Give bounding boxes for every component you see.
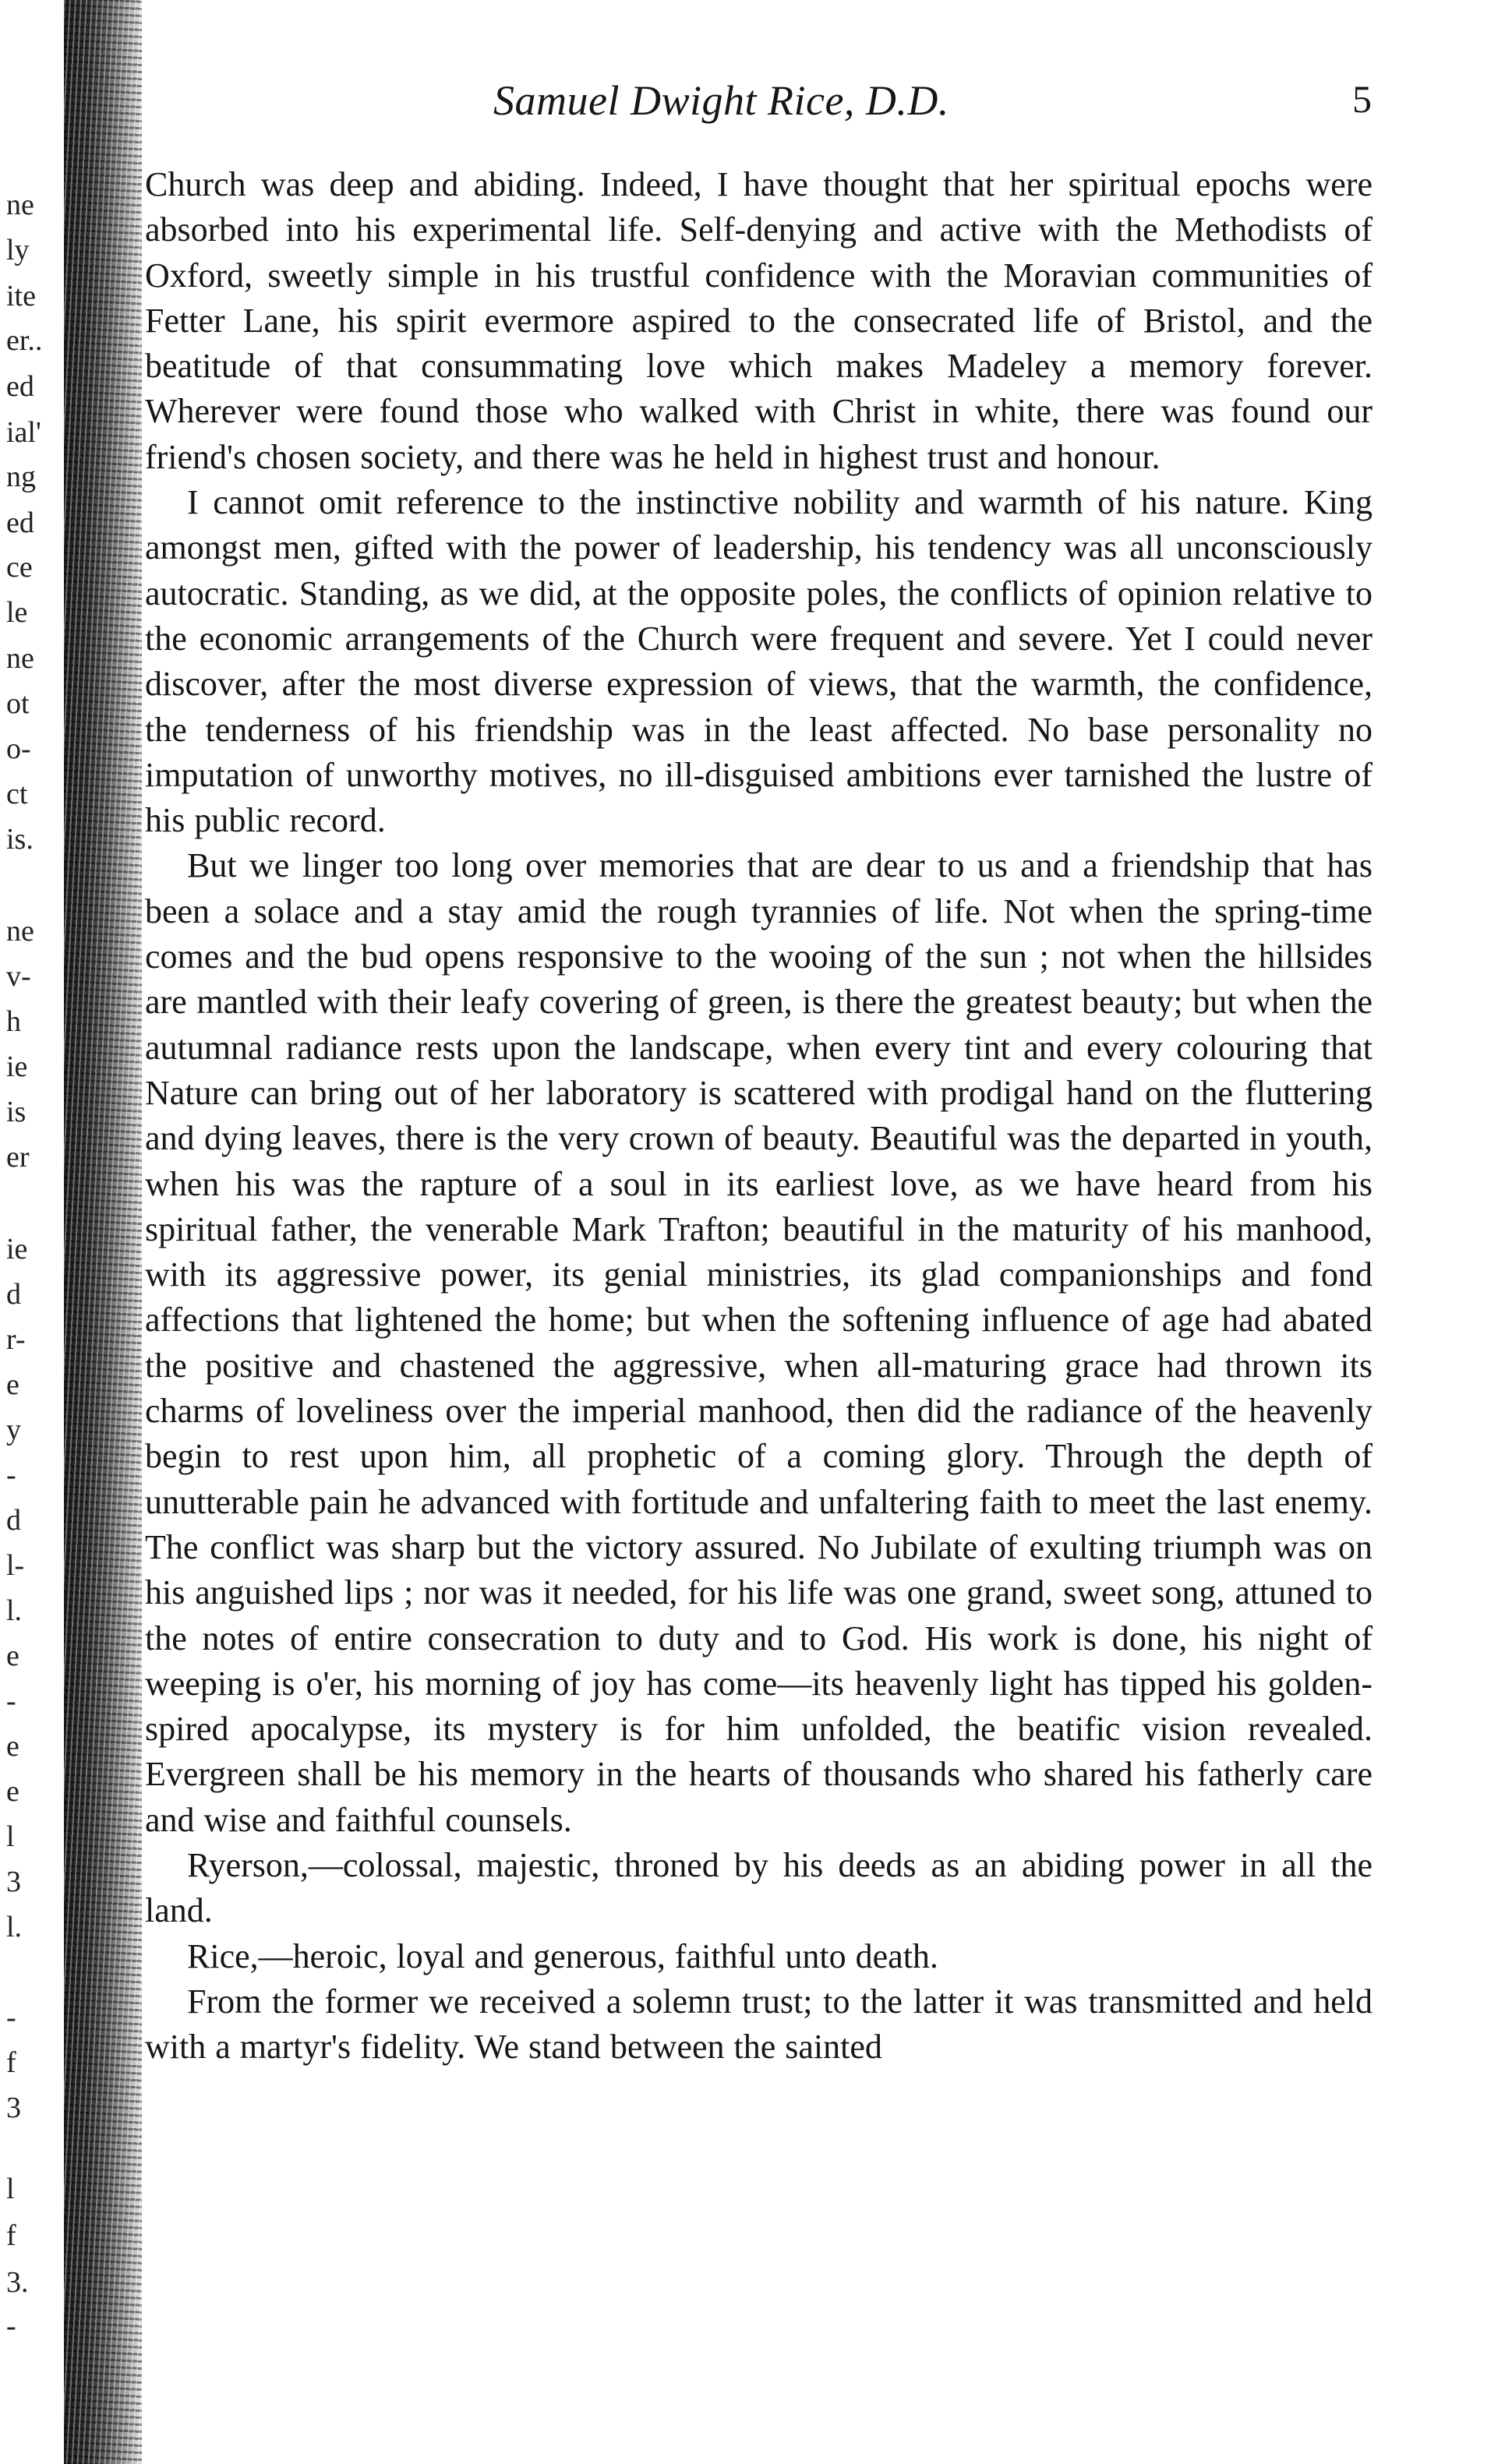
margin-fragment: d [6,1278,21,1311]
margin-fragment: f [6,2046,16,2079]
margin-fragment: f [6,2219,16,2252]
margin-fragment: l [6,1820,15,1853]
margin-fragment: ie [6,1050,28,1083]
margin-fragment: o- [6,732,31,765]
margin-fragment: l- [6,1549,25,1582]
margin-fragment: ed [6,507,34,539]
margin-fragment: ne [6,189,34,221]
margin-fragment: ie [6,1233,28,1266]
margin-fragment: ed [6,370,34,403]
page-number: 5 [1352,77,1372,121]
margin-fragment: h [6,1005,21,1038]
margin-fragment: er.. [6,324,43,357]
margin-fragment: is. [6,823,34,856]
margin-fragment: 3. [6,2266,29,2299]
margin-fragment: e [6,1775,19,1808]
paragraph: Rice,—heroic, loyal and generous, faithful unto death. [187,1936,938,1975]
margin-fragment: - [6,1459,16,1491]
margin-fragment: ct [6,778,28,810]
margin-fragment: 3 [6,1866,21,1898]
margin-fragment: ite [6,280,36,312]
margin-fragment: 3 [6,2092,21,2124]
margin-fragment: ce [6,551,33,584]
margin-fragment: y [6,1414,21,1446]
adjacent-page-margin-fragments [0,140,62,2439]
margin-fragment: e [6,1368,19,1401]
margin-fragment: - [6,2001,16,2034]
margin-fragment: ial' [6,416,41,449]
margin-fragment: ng [6,461,36,493]
paragraph: From the former we received a solemn trust; to the latter it was transmitted and held with a martyr's fidelity. We stand between the sainted [145,1982,1373,2067]
margin-fragment: e [6,1640,19,1672]
margin-fragment: l. [6,1594,23,1627]
margin-fragment: v- [6,960,31,993]
page-body [145,162,1373,2070]
margin-fragment: ly [6,234,30,267]
margin-fragment: is [6,1096,26,1128]
page-header [156,76,1372,131]
book-gutter-shadow [64,0,142,2464]
margin-fragment: e [6,1730,19,1763]
margin-fragment: l. [6,1911,23,1943]
paragraph: I cannot omit reference to the instinctive nobility and warmth of his nature. King amongst men, gifted with the power of leadership, his tendency was all unconsciously autocratic. Standing, as we did, at the opposite poles, the conflicts of opinion relative to the economic arrangements of the Church were frequent and severe. Yet I could never discover, after the most diverse expression of views, that the warmth, the confidence, the tenderness of his friendship was in the least affected. No base personality no imputation of unworthy motives, no ill-disguised ambitions ever tarnished the lustre of his public record. [145,483,1373,840]
margin-fragment: d [6,1504,21,1537]
margin-fragment: - [6,2310,16,2342]
margin-fragment: ne [6,642,34,675]
paragraph: Church was deep and abiding. Indeed, I have thought that her spiritual epochs were absorbed into his experimental life. Self-denying and active with the Methodists of Oxford, sweetly simple in his trustful confidence with the Moravian communities of Fetter Lane, his spirit evermore aspired to the consecrated life of Bristol, and the beatitude of that consummating love which makes Madeley a memory forever. Wherever were found those who walked with Christ in white, there was found our friend's chosen society, and there was he held in highest trust and honour. [145,165,1373,476]
paragraph: Ryerson,—colossal, majestic, throned by his deeds as an abiding power in all the land. [145,1845,1373,1930]
margin-fragment: ot [6,687,30,720]
margin-fragment: ne [6,915,34,948]
paragraph: But we linger too long over memories that are dear to us and a friendship that has been a solace and a stay amid the rough tyrannies of life. Not when the spring-time comes and the bud opens responsive to the wooing of the sun ; not when the hillsides are mantled with their leafy covering of green, is there the greatest beauty; but when the autumnal radiance rests upon the landscape, when every tint and every colouring that Nature can bring out of her laboratory is scattered with prodigal hand on the fluttering and dying leaves, there is the very crown of beauty. Beautiful was the departed in youth, when his was the rapture of a soul in its earliest love, as we have heard from his spiritual father, the venerable Mark Trafton; beautiful in the maturity of his manhood, with its aggressive power, its genial ministries, its glad companionships and fond affections that lightened the home; but when the softening influence of age had abated the positive and chastened the aggressive, when all-maturing grace had thrown its charms of loveliness over the imperial manhood, then did the radiance of the heavenly begin to rest upon him, all prophetic of a coming glory. Through the depth of unutterable pain he advanced with fortitude and unfaltering faith to meet the last enemy. The conflict was sharp but the victory assured. No Jubilate of exulting triumph was on his anguished lips ; nor was it needed, for his life was one grand, sweet song, attuned to the notes of entire consecration to duty and to God. His work is done, his night of weeping is o'er, his morning of joy has come—its heavenly light has tipped his golden-spired apocalypse, its mystery is for him unfolded, the beatific vision revealed. Evergreen shall be his memory in the hearts of thousands who shared his fatherly care and wise and faithful counsels. [145,846,1373,1839]
margin-fragment: r- [6,1323,26,1356]
margin-fragment: l [6,2173,15,2205]
margin-fragment: le [6,596,28,629]
margin-fragment: - [6,1685,16,1717]
margin-fragment: er [6,1141,30,1174]
running-head: Samuel Dwight Rice, D.D. [493,77,949,124]
